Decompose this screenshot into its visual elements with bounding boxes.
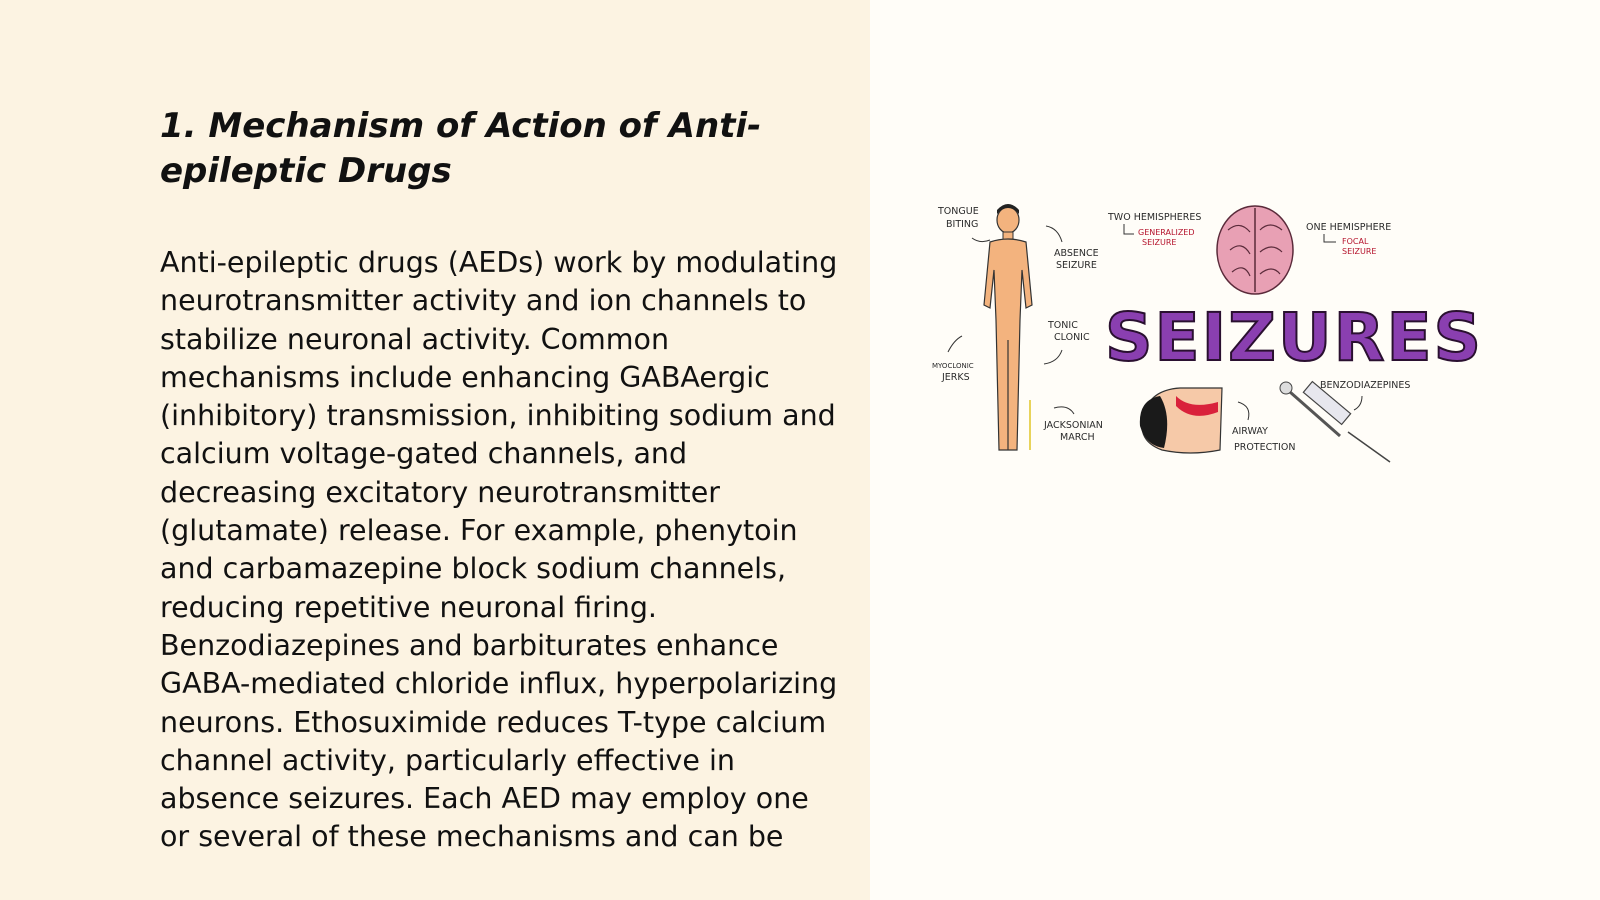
label-one-hemisphere: ONE HEMISPHERE xyxy=(1306,222,1392,233)
label-two-hemispheres: TWO HEMISPHERES xyxy=(1108,212,1202,223)
label-airway-protection: AIRWAY xyxy=(1232,426,1268,437)
label-jacksonian-march: JACKSONIAN xyxy=(1044,420,1103,431)
seizures-title-word: SEIZURES xyxy=(1105,299,1484,376)
label-absence-seizure: ABSENCE xyxy=(1054,248,1099,259)
brain-icon xyxy=(1217,206,1293,294)
seizures-illustration xyxy=(932,200,1484,475)
svg-text:MARCH: MARCH xyxy=(1060,432,1095,443)
slide-body-text: Anti-epileptic drugs (AEDs) work by modulating neurotransmitter activity and ion channels to stabilize neuronal activity. Common mechanisms include enhancing GABAergic (inhibitory) transmission, inhibiting sodium and calcium voltage-gated channels, and decreasing excitatory neurotransmitter (glutamate) release. For example, phenytoin and carbamazepine block sodium channels, reducing repetitive neuronal firing. Benzodiazepines and barbiturates enhance GABA-mediated chloride influx, hyperpolarizing neurons. Ethosuximide reduces T-type calcium channel activity, particularly effective in absence seizures. Each AED may employ one or several of these mechanisms and can be xyxy=(160,246,838,854)
syringe-icon xyxy=(1280,382,1390,462)
slide-title: 1. Mechanism of Action of Anti-epileptic Drugs xyxy=(160,106,762,191)
label-focal-seizure: FOCAL xyxy=(1342,237,1369,246)
label-myoclonic-jerks: MYOCLONIC xyxy=(932,362,974,370)
svg-text:SEIZURE: SEIZURE xyxy=(1342,247,1377,256)
svg-text:SEIZURE: SEIZURE xyxy=(1056,260,1097,271)
svg-text:PROTECTION: PROTECTION xyxy=(1234,442,1296,453)
label-generalized-seizure: GENERALIZED xyxy=(1138,228,1195,237)
human-figure xyxy=(984,204,1032,450)
label-benzodiazepines: BENZODIAZEPINES xyxy=(1320,380,1411,391)
airway-head-icon xyxy=(1140,388,1222,453)
svg-text:SEIZURE: SEIZURE xyxy=(1142,238,1177,247)
svg-text:BITING: BITING xyxy=(946,219,979,230)
label-tongue-biting: TONGUE xyxy=(938,206,979,217)
svg-text:JERKS: JERKS xyxy=(942,372,970,383)
label-tonic-clonic: TONIC xyxy=(1048,320,1078,331)
svg-text:CLONIC: CLONIC xyxy=(1054,332,1090,343)
